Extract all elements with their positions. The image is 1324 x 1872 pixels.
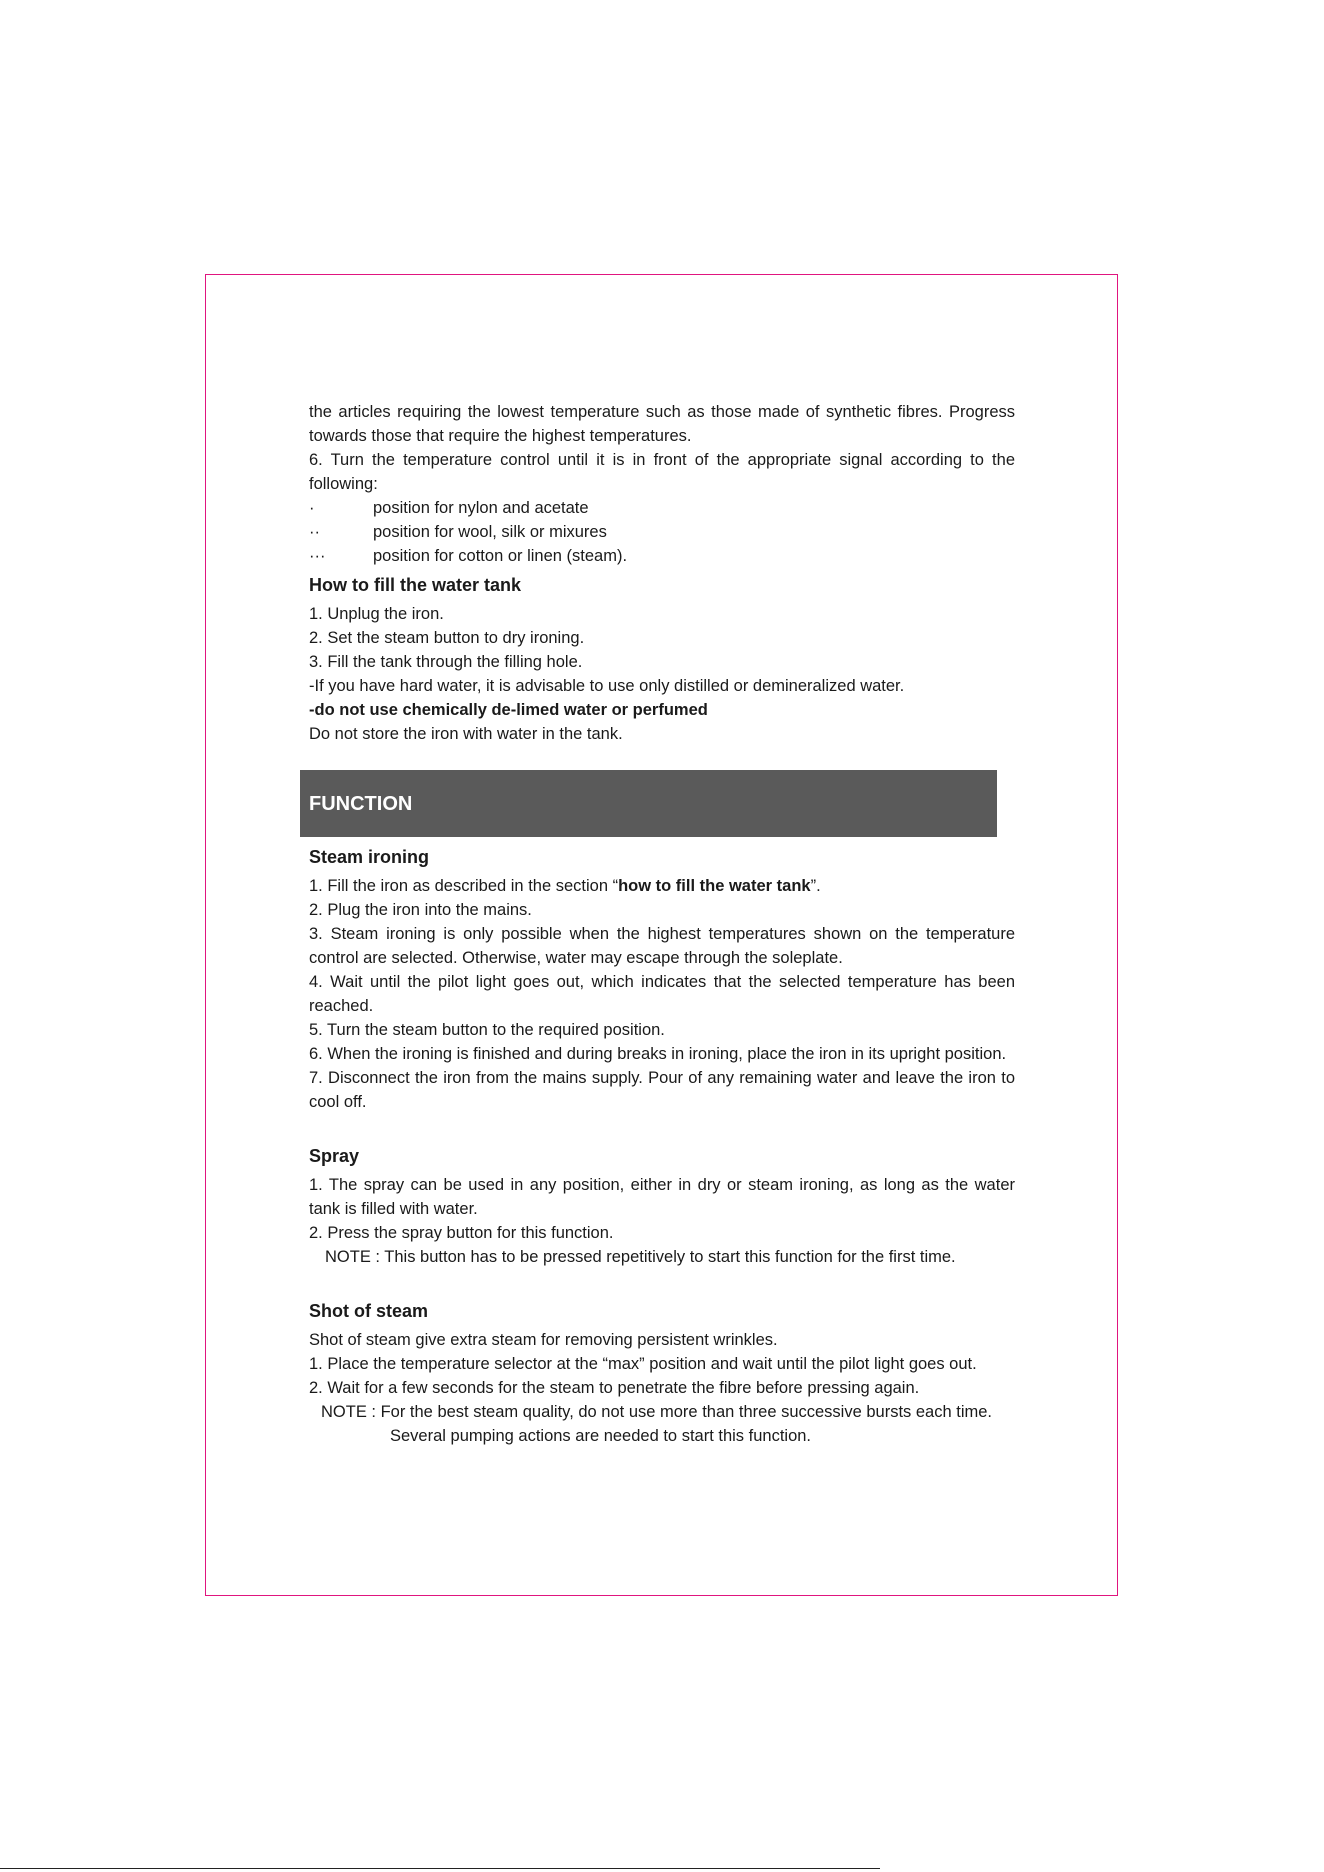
- storage-note: Do not store the iron with water in the tank.: [309, 725, 623, 743]
- footer-rule: [0, 1868, 880, 1869]
- fill-step: 1. Unplug the iron.: [309, 605, 444, 623]
- signal-text: position for wool, silk or mixures: [373, 523, 607, 541]
- shot-of-steam-heading: Shot of steam: [309, 1301, 429, 1321]
- steam-step-1-pre: 1. Fill the iron as described in the section “: [309, 877, 619, 895]
- signal-row-2: [309, 520, 1015, 544]
- spray-step: 1. The spray can be used in any position, either in dry or steam ironing, as long as the water tank is filled with water.: [309, 1176, 1015, 1218]
- function-banner-label: FUNCTION: [309, 792, 413, 815]
- shot-note-line-2: Several pumping actions are needed to start this function.: [390, 1427, 811, 1445]
- fill-tank-heading: How to fill the water tank: [309, 575, 522, 595]
- steam-step-1-post: ”.: [810, 877, 821, 895]
- signal-row-3: [309, 544, 1015, 568]
- steam-step: 7. Disconnect the iron from the mains supply. Pour of any remaining water and leave the iron to cool off.: [309, 1069, 1015, 1111]
- steam-step: 5. Turn the steam button to the required position.: [309, 1021, 665, 1039]
- delimed-warning: -do not use chemically de-limed water or perfumed: [309, 701, 708, 719]
- steam-step: 6. When the ironing is finished and during breaks in ironing, place the iron in its upright position.: [309, 1045, 1007, 1063]
- shot-step: 1. Place the temperature selector at the “max” position and wait until the pilot light goes out.: [309, 1355, 977, 1373]
- shot-note-line-1: NOTE : For the best steam quality, do not use more than three successive bursts each time.: [321, 1403, 992, 1421]
- temperature-step-6: 6. Turn the temperature control until it is in front of the appropriate signal according to the following:: [309, 451, 1015, 493]
- spray-note: NOTE : This button has to be pressed repetitively to start this function for the first time.: [325, 1248, 956, 1266]
- steam-ironing-heading: Steam ironing: [309, 847, 430, 867]
- spray-step: 2. Press the spray button for this function.: [309, 1224, 614, 1242]
- steam-step-1-link: how to fill the water tank: [618, 877, 811, 895]
- signal-text: position for nylon and acetate: [373, 499, 589, 517]
- manual-content: [309, 400, 1015, 1448]
- shot-step: 2. Wait for a few seconds for the steam to penetrate the fibre before pressing again.: [309, 1379, 920, 1397]
- steam-step-1: [309, 874, 1015, 898]
- function-banner: [300, 770, 997, 837]
- signal-dots: ·: [309, 499, 315, 517]
- hard-water-note: -If you have hard water, it is advisable to use only distilled or demineralized water.: [309, 677, 905, 695]
- shot-intro: Shot of steam give extra steam for removing persistent wrinkles.: [309, 1331, 778, 1349]
- signal-row-1: [309, 496, 1015, 520]
- fill-step: 2. Set the steam button to dry ironing.: [309, 629, 585, 647]
- spray-heading: Spray: [309, 1146, 360, 1166]
- steam-step: 3. Steam ironing is only possible when the highest temperatures shown on the temperature control are selected. Otherwise, water may escape through the soleplate.: [309, 925, 1015, 967]
- intro-paragraph: the articles requiring the lowest temperature such as those made of synthetic fibres. Progress towards those that require the highest temperatures.: [309, 403, 1015, 445]
- signal-text: position for cotton or linen (steam).: [373, 547, 628, 565]
- fill-step: 3. Fill the tank through the filling hole.: [309, 653, 583, 671]
- signal-dots: ···: [309, 547, 326, 565]
- steam-step: 2. Plug the iron into the mains.: [309, 901, 532, 919]
- signal-dots: ··: [309, 523, 320, 541]
- steam-step: 4. Wait until the pilot light goes out, which indicates that the selected temperature has been reached.: [309, 973, 1015, 1015]
